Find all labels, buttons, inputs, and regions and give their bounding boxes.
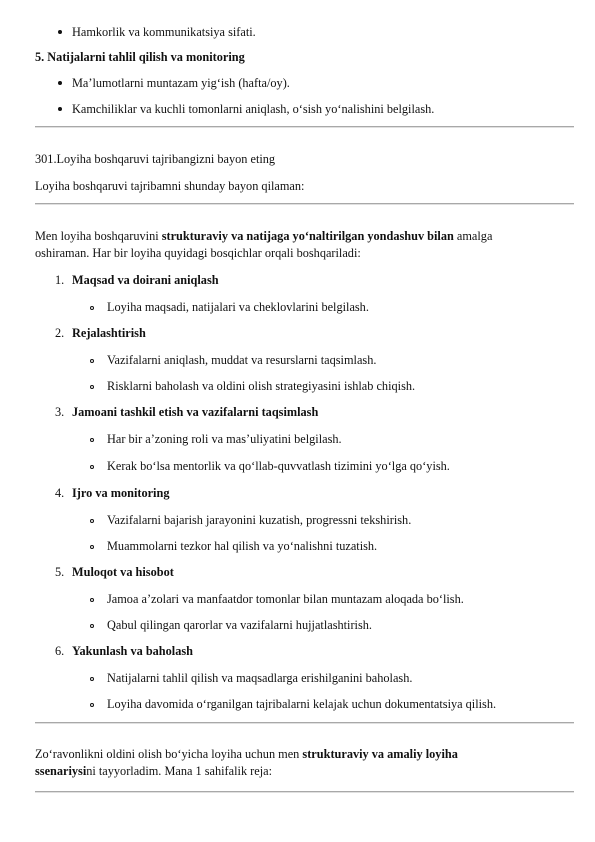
step-number: 4. xyxy=(55,486,65,500)
circle-bullet-icon xyxy=(90,359,94,363)
list-item: Ma’lumotlarni muntazam yig‘ish (hafta/oy). xyxy=(72,76,290,90)
step-title: Rejalashtirish xyxy=(72,326,146,340)
circle-bullet-icon xyxy=(90,438,94,442)
circle-bullet-icon xyxy=(90,624,94,628)
list-item: Natijalarni tahlil qilish va maqsadlarga erishilganini baholash. xyxy=(107,671,413,685)
step-number: 6. xyxy=(55,644,65,658)
list-item: Qabul qilingan qarorlar va vazifalarni hujjatlashtirish. xyxy=(107,618,372,632)
list-item: Vazifalarni aniqlash, muddat va resurslarni taqsimlash. xyxy=(107,353,377,367)
step-title: Muloqot va hisobot xyxy=(72,565,174,579)
step-number: 1. xyxy=(55,273,65,287)
list-item: Loyiha maqsadi, natijalari va cheklovlarini belgilash. xyxy=(107,300,369,314)
horizontal-rule xyxy=(35,203,574,205)
bullet-icon xyxy=(58,107,62,111)
list-item: Loyiha davomida o‘rganilgan tajribalarni kelajak uchun dokumentatsiya qilish. xyxy=(107,697,497,711)
circle-bullet-icon xyxy=(90,465,94,469)
circle-bullet-icon xyxy=(90,703,94,707)
circle-bullet-icon xyxy=(90,677,94,681)
step-number: 5. xyxy=(55,565,65,579)
step-title: Maqsad va doirani aniqlash xyxy=(72,273,219,287)
bullet-icon xyxy=(58,30,62,34)
closing-paragraph-line-1: Zo‘ravonlikni oldini olish bo‘yicha loyiha uchun men strukturaviy va amaliy loyiha xyxy=(35,747,458,761)
step-number: 2. xyxy=(55,326,65,340)
horizontal-rule xyxy=(35,791,574,793)
bullet-icon xyxy=(58,81,62,85)
list-item: Muammolarni tezkor hal qilish va yo‘nalishni tuzatish. xyxy=(107,539,378,553)
list-item: Har bir a’zoning roli va mas’uliyatini belgilash. xyxy=(107,432,342,446)
step-title: Ijro va monitoring xyxy=(72,486,170,500)
section-heading: 5. Natijalarni tahlil qilish va monitoring xyxy=(35,50,245,64)
circle-bullet-icon xyxy=(90,306,94,310)
circle-bullet-icon xyxy=(90,519,94,523)
circle-bullet-icon xyxy=(90,385,94,389)
step-title: Jamoani tashkil etish va vazifalarni taqsimlash xyxy=(72,405,319,419)
question-title: 301.Loyiha boshqaruvi tajribangizni bayon eting xyxy=(35,152,276,166)
list-item: Vazifalarni bajarish jarayonini kuzatish, progressni tekshirish. xyxy=(107,513,412,527)
intro-paragraph-line-1: Men loyiha boshqaruvini strukturaviy va natijaga yo‘naltirilgan yondashuv bilan amalga xyxy=(35,229,493,243)
circle-bullet-icon xyxy=(90,545,94,549)
step-number: 3. xyxy=(55,405,65,419)
list-item: Kamchiliklar va kuchli tomonlarni aniqlash, o‘sish yo‘nalishini belgilash. xyxy=(72,102,435,116)
intro-paragraph-line-2: oshiraman. Har bir loyiha quyidagi bosqichlar orqali boshqariladi: xyxy=(35,246,361,260)
list-item: Hamkorlik va kommunikatsiya sifati. xyxy=(72,25,256,39)
step-title: Yakunlash va baholash xyxy=(72,644,193,658)
circle-bullet-icon xyxy=(90,598,94,602)
horizontal-rule xyxy=(35,722,574,724)
question-subtitle: Loyiha boshqaruvi tajribamni shunday bayon qilaman: xyxy=(35,179,305,193)
list-item: Kerak bo‘lsa mentorlik va qo‘llab-quvvatlash tizimini yo‘lga qo‘yish. xyxy=(107,459,450,473)
horizontal-rule xyxy=(35,126,574,128)
list-item: Jamoa a’zolari va manfaatdor tomonlar bilan muntazam aloqada bo‘lish. xyxy=(107,592,464,606)
list-item: Risklarni baholash va oldini olish strategiyasini ishlab chiqish. xyxy=(107,379,416,393)
closing-paragraph-line-2: ssenariysini tayyorladim. Mana 1 sahifalik reja: xyxy=(35,764,273,778)
